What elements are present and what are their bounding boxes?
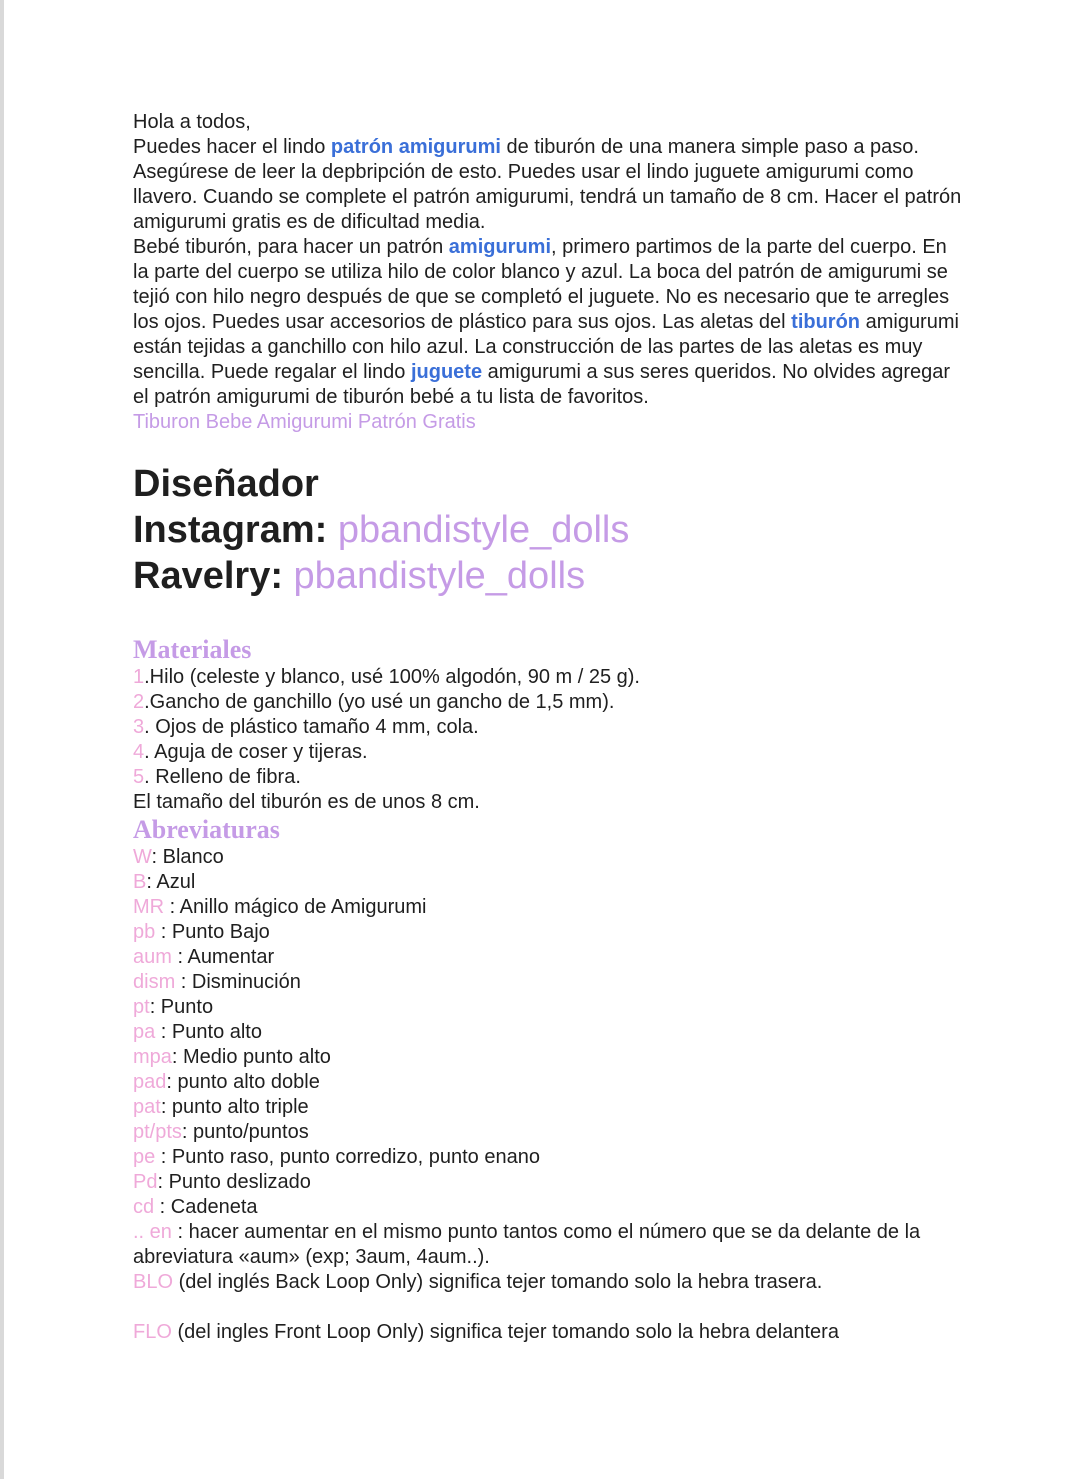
text-run: amigurumi están tejidas a ganchillo con hilo azul. La construcción de las partes de las aletas es muy sencilla. Puede regalar el lindo: [133, 311, 959, 383]
materials-list: [133, 665, 963, 815]
abbreviation-code: dism: [133, 971, 176, 993]
abbreviation-item: [133, 1270, 963, 1295]
text-run: Puedes hacer el lindo: [133, 136, 331, 158]
abbreviation-meaning: : hacer aumentar en el mismo punto tantos como el número que se da delante de la abreviatura «aum» (exp; 3aum, 4aum..).: [133, 1221, 921, 1268]
abbreviation-meaning: : Blanco: [151, 846, 224, 868]
article-content: [133, 110, 963, 1345]
text-run: amigurumi a sus seres queridos. No olvides agregar el patrón amigurumi de tiburón bebé a tu lista de favoritos.: [133, 361, 951, 408]
material-item: [133, 765, 963, 790]
abbreviation-item: [133, 945, 963, 970]
abbreviation-meaning: : Punto raso, punto corredizo, punto enano: [155, 1146, 540, 1168]
material-number: 3: [133, 716, 145, 738]
abbreviation-code: pat: [133, 1096, 161, 1118]
materials-heading: Materiales: [133, 635, 252, 664]
abbreviations-list: [133, 845, 963, 1345]
material-number: 4: [133, 741, 145, 763]
abbreviation-code: Pd: [133, 1171, 158, 1193]
abbreviation-code: BLO: [133, 1271, 174, 1293]
instagram-row: [133, 507, 963, 553]
ravelry-label: Ravelry:: [133, 555, 294, 597]
abbreviation-item: [133, 1070, 963, 1095]
abbreviation-item: [133, 920, 963, 945]
intro-paragraph-1: [133, 135, 963, 235]
instagram-label: Instagram:: [133, 509, 338, 551]
abbreviation-meaning: (del inglés Back Loop Only) significa tejer tomando solo la hebra trasera.: [173, 1271, 823, 1293]
abbreviation-meaning: : Azul: [146, 871, 196, 893]
page-edge: [0, 0, 4, 1479]
intro-paragraph-2: [133, 235, 963, 410]
text-run: de tiburón de una manera simple paso a paso. Asegúrese de leer la depbripción de esto. Puedes usar el lindo juguete amigurumi como llavero. Cuando se complete el patrón amigurumi, tendrá un tamaño de 8 cm. Hacer el patrón amigurumi gratis es de dificultad media.: [133, 136, 962, 233]
greeting-text: Hola a todos,: [133, 111, 251, 133]
ravelry-handle-link[interactable]: pbandistyle_dolls: [293, 555, 586, 597]
abbreviations-heading: Abreviaturas: [133, 815, 280, 844]
designer-title: Diseñador: [133, 463, 319, 505]
abbreviation-item: [133, 870, 963, 895]
instagram-handle-link[interactable]: pbandistyle_dolls: [337, 509, 630, 551]
designer-section: [133, 461, 963, 599]
material-item: [133, 665, 963, 690]
abbreviation-code: B: [133, 871, 147, 893]
abbreviation-code: pt: [133, 996, 150, 1018]
abbreviation-item: [133, 1195, 963, 1220]
abbreviation-meaning: : Punto deslizado: [157, 1171, 311, 1193]
text-run: Bebé tiburón, para hacer un patrón: [133, 236, 449, 258]
keyword-link-juguete[interactable]: juguete: [410, 361, 483, 383]
intro-section: [133, 110, 963, 435]
text-run: , primero partimos de la parte del cuerpo. En la parte del cuerpo se utiliza hilo de color blanco y azul. La boca del patrón de amigurumi se tejió con hilo negro después de que se completó el juguete. No es necesario que te arregles los ojos. Puedes usar accesorios de plástico para sus ojos. Las aletas del: [133, 236, 950, 333]
material-item: [133, 715, 963, 740]
abbreviation-meaning: : punto/puntos: [181, 1121, 309, 1143]
abbreviation-meaning: : Punto alto: [155, 1021, 262, 1043]
abbreviation-code: MR: [133, 896, 165, 918]
abbreviation-item: [133, 1045, 963, 1070]
abbreviation-item: [133, 1145, 963, 1170]
abbreviation-item: [133, 970, 963, 995]
abbreviation-item: [133, 845, 963, 870]
abbreviation-meaning: (del ingles Front Loop Only) significa tejer tomando solo la hebra delantera: [171, 1321, 839, 1343]
abbreviation-meaning: : punto alto doble: [166, 1071, 320, 1093]
abbreviation-meaning: : Disminución: [175, 971, 301, 993]
abbreviation-item: [133, 1220, 963, 1270]
ravelry-row: [133, 553, 963, 599]
abbreviation-item: [133, 1320, 963, 1345]
spacer: [133, 1295, 963, 1320]
keyword-link-tiburon[interactable]: tiburón: [791, 311, 861, 333]
material-item: [133, 690, 963, 715]
keyword-link-patron-amigurumi[interactable]: patrón amigurumi: [330, 136, 501, 158]
abbreviation-item: [133, 1170, 963, 1195]
material-number: 1: [133, 666, 145, 688]
abbreviation-item: [133, 1120, 963, 1145]
material-text: . Relleno de fibra.: [144, 766, 301, 788]
abbreviation-code: .. en: [133, 1221, 172, 1243]
abbreviation-meaning: : Medio punto alto: [171, 1046, 331, 1068]
abbreviation-code: FLO: [133, 1321, 172, 1343]
abbreviation-code: mpa: [133, 1046, 172, 1068]
size-note: El tamaño del tiburón es de unos 8 cm.: [133, 791, 480, 813]
abbreviation-code: pad: [133, 1071, 167, 1093]
material-item: [133, 740, 963, 765]
abbreviation-item: [133, 1020, 963, 1045]
material-text: .Hilo (celeste y blanco, usé 100% algodón, 90 m / 25 g).: [144, 666, 640, 688]
abbreviation-meaning: : Aumentar: [171, 946, 275, 968]
abbreviation-meaning: : Punto Bajo: [155, 921, 270, 943]
abbreviation-code: pb: [133, 921, 156, 943]
pattern-title-link[interactable]: Tiburon Bebe Amigurumi Patrón Gratis: [133, 411, 476, 433]
abbreviation-item: [133, 1095, 963, 1120]
abbreviation-meaning: : punto alto triple: [160, 1096, 309, 1118]
abbreviation-code: aum: [133, 946, 172, 968]
keyword-link-amigurumi[interactable]: amigurumi: [448, 236, 552, 258]
material-number: 5: [133, 766, 145, 788]
abbreviation-code: pe: [133, 1146, 156, 1168]
abbreviation-meaning: : Anillo mágico de Amigurumi: [164, 896, 427, 918]
abbreviation-code: cd: [133, 1196, 155, 1218]
abbreviation-code: pa: [133, 1021, 156, 1043]
abbreviation-meaning: : Punto: [149, 996, 214, 1018]
material-text: . Aguja de coser y tijeras.: [144, 741, 368, 763]
material-number: 2: [133, 691, 145, 713]
abbreviation-code: W: [133, 846, 152, 868]
material-text: .Gancho de ganchillo (yo usé un gancho de 1,5 mm).: [144, 691, 615, 713]
material-text: . Ojos de plástico tamaño 4 mm, cola.: [144, 716, 479, 738]
abbreviation-item: [133, 895, 963, 920]
abbreviation-meaning: : Cadeneta: [154, 1196, 258, 1218]
abbreviation-item: [133, 995, 963, 1020]
abbreviation-code: pt/pts: [133, 1121, 182, 1143]
